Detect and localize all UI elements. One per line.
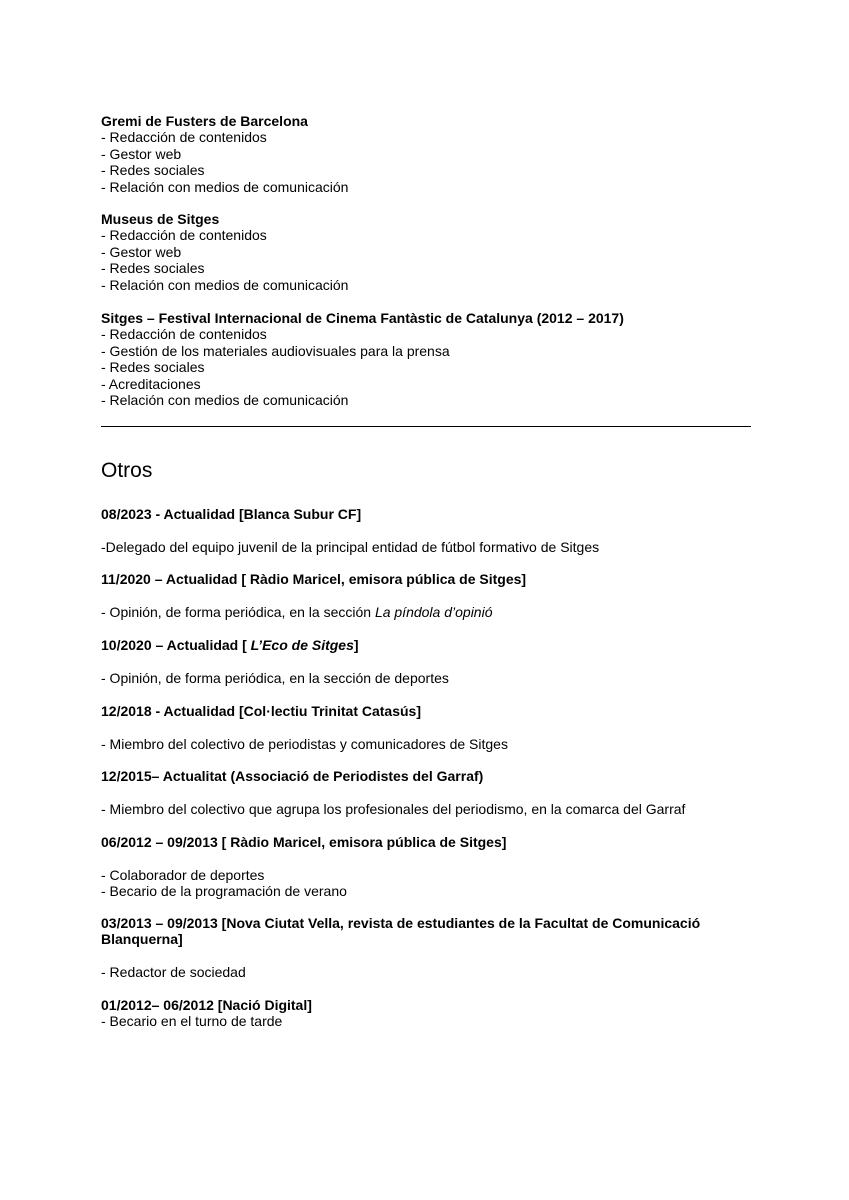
list-item: - Relación con medios de comunicación — [101, 276, 349, 293]
entry-text: - Miembro del colectivo que agrupa los profesionales del periodismo, en la comarca del Garraf — [101, 800, 686, 817]
list-item: - Gestor web — [101, 243, 182, 260]
otros-entry — [101, 915, 751, 981]
list-item: - Redes sociales — [101, 260, 205, 277]
otros-entry — [101, 637, 751, 686]
otros-entry — [101, 834, 751, 900]
otros-entry — [101, 703, 751, 752]
entry-text: -Delegado del equipo juvenil de la principal entidad de fútbol formativo de Sitges — [101, 538, 600, 555]
org-title: Gremi de Fusters de Barcelona — [101, 113, 308, 129]
entry-heading: 12/2015– Actualitat (Associació de Periodistes del Garraf) — [101, 768, 484, 784]
list-item: - Redacción de contenidos — [101, 326, 267, 343]
otros-entry — [101, 997, 751, 1030]
entry-heading: 12/2018 - Actualidad [Col·lectiu Trinitat Catasús] — [101, 703, 422, 719]
list-item: - Gestión de los materiales audiovisuales para la prensa — [101, 342, 450, 359]
entry-text: - Colaborador de deportes — [101, 866, 265, 883]
list-item: - Redes sociales — [101, 162, 205, 179]
entry-text-prefix: - Opinión, de forma periódica, en la sección — [101, 603, 375, 620]
list-item: - Redes sociales — [101, 359, 205, 376]
list-item: - Relación con medios de comunicación — [101, 178, 349, 195]
publication-name: L’Eco de Sitges — [250, 637, 354, 653]
list-item: - Acreditaciones — [101, 375, 201, 392]
list-item: - Redacción de contenidos — [101, 227, 267, 244]
entry-text: - Becario en el turno de tarde — [101, 1013, 283, 1030]
org-title: Museus de Sitges — [101, 211, 220, 227]
list-item: - Relación con medios de comunicación — [101, 392, 349, 409]
list-item: - Redacción de contenidos — [101, 129, 267, 146]
experience-gremi — [101, 113, 751, 195]
entry-heading-suffix: ] — [353, 637, 359, 653]
entry-heading-prefix: 10/2020 – Actualidad [ — [101, 637, 251, 653]
entry-heading: 01/2012– 06/2012 [Nació Digital] — [101, 997, 312, 1013]
entry-heading: 03/2013 – 09/2013 [Nova Ciutat Vella, revista de estudiantes de la Facultat de Comunicació Blanquerna] — [101, 915, 701, 948]
entry-heading — [101, 637, 751, 653]
entry-text: - Becario de la programación de verano — [101, 883, 347, 900]
otros-entry — [101, 506, 751, 555]
entry-heading: 06/2012 – 09/2013 [ Ràdio Maricel, emisora pública de Sitges] — [101, 834, 507, 850]
entry-text: - Miembro del colectivo de periodistas y comunicadores de Sitges — [101, 735, 508, 752]
section-heading-otros: Otros — [101, 459, 153, 482]
otros-entry — [101, 571, 751, 620]
list-item: - Gestor web — [101, 145, 182, 162]
experience-museus — [101, 211, 751, 293]
section-divider — [101, 426, 751, 427]
entry-text: - Opinión, de forma periódica, en la sección de deportes — [101, 669, 449, 686]
entry-text — [101, 604, 751, 620]
section-name: La píndola d’opinió — [374, 603, 493, 620]
experience-festival — [101, 310, 751, 408]
org-title: Sitges – Festival Internacional de Cinema Fantàstic de Catalunya (2012 – 2017) — [101, 310, 624, 326]
entry-heading: 11/2020 – Actualidad [ Ràdio Maricel, emisora pública de Sitges] — [101, 571, 527, 587]
entry-text: - Redactor de sociedad — [101, 964, 246, 981]
entry-heading: 08/2023 - Actualidad [Blanca Subur CF] — [101, 506, 362, 522]
otros-entry — [101, 768, 751, 817]
